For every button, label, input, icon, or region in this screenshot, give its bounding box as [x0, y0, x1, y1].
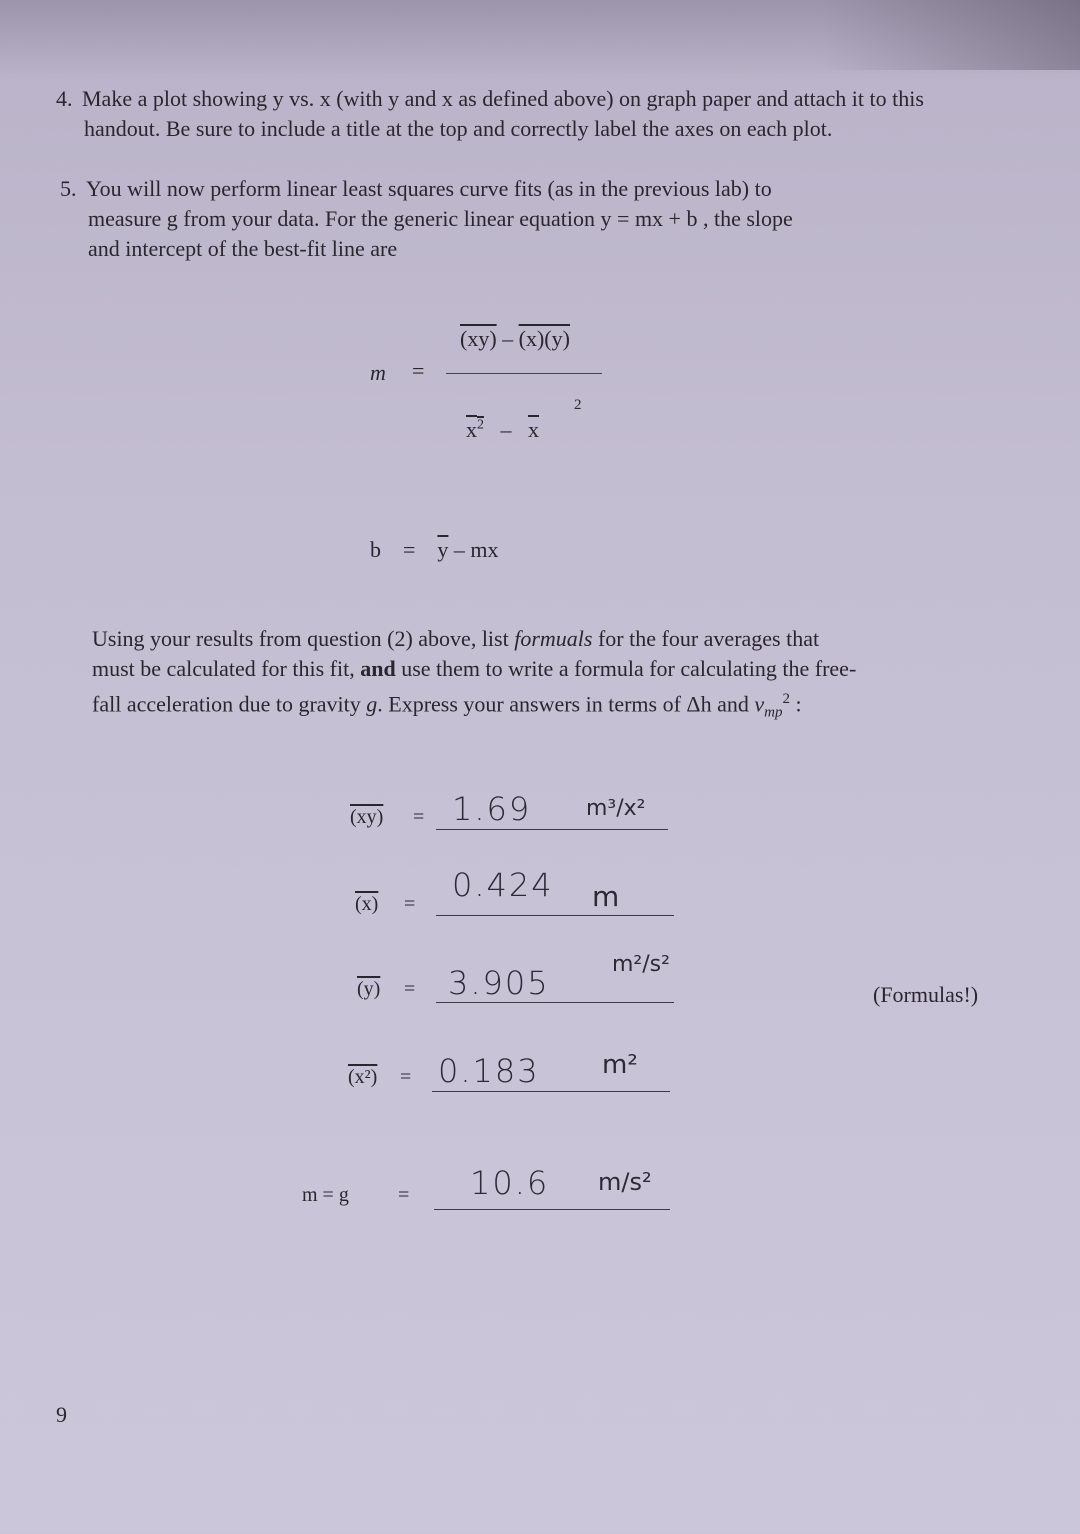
g-label: m = g	[302, 1184, 349, 1206]
page-number: 9	[56, 1402, 67, 1427]
avg-xy-blank	[436, 829, 668, 830]
g-equals: =	[398, 1184, 410, 1206]
avg-xy-term: (xy)	[460, 326, 497, 351]
intercept-formula	[370, 537, 499, 563]
question-4-line-2: handout. Be sure to include a title at the top and correctly label the axes on each plot.	[84, 116, 833, 141]
g-blank	[434, 1209, 670, 1210]
question-5-number: 5.	[60, 176, 77, 201]
instructions-line-3: fall acceleration due to gravity g. Express your answers in terms of Δh and $v_{mp}^2$ :	[92, 691, 802, 721]
avg-y-blank	[436, 1002, 674, 1003]
slope-equals: =	[412, 358, 425, 383]
question-5-line-2: measure g from your data. For the generic linear equation y = mx + b , the slope	[88, 206, 793, 231]
slope-symbol: m	[370, 360, 386, 385]
question-5-line-1: You will now perform linear least squares curve fits (as in the previous lab) to	[86, 176, 772, 201]
avg-xy-value: 1.69	[452, 790, 532, 828]
slope-numerator	[460, 326, 570, 352]
question-5-instructions	[92, 624, 972, 728]
question-4-line-1: Make a plot showing y vs. x (with y and x as defined above) on graph paper and attach it to this	[82, 86, 924, 111]
avg-xy-equals: =	[413, 806, 425, 828]
question-5	[60, 174, 988, 264]
avg-x-equals: =	[404, 893, 416, 915]
avg-x-term: $\overline{x}$	[528, 417, 539, 442]
intercept-rest: – mx	[448, 537, 499, 562]
slope-denominator	[466, 417, 539, 443]
instructions-line-2: must be calculated for this fit, and use them to write a formula for calculating the free-	[92, 656, 857, 681]
avg-x-squared-equals: =	[400, 1066, 412, 1088]
avg-x-squared-blank	[432, 1091, 670, 1092]
avg-x-value: 0.424	[452, 866, 554, 904]
avg-x-blank	[436, 915, 674, 916]
avg-x-squared-value: 0.183	[438, 1052, 540, 1090]
g-unit: m/s²	[598, 1168, 652, 1196]
g-value: 10.6	[470, 1164, 550, 1202]
avg-y-equals: =	[404, 978, 416, 1000]
denominator-minus: –	[500, 417, 512, 442]
question-5-line-3: and intercept of the best-fit line are	[88, 236, 398, 261]
avg-y: $\overline{y}$	[437, 537, 449, 562]
avg-x-avg-y-term: (x)(y)	[518, 326, 570, 351]
avg-x-squared-term: $x^2$	[466, 417, 484, 442]
intercept-symbol: b	[370, 537, 381, 562]
avg-x-squared-unit: m²	[602, 1050, 638, 1080]
avg-xy-label: (xy)	[350, 806, 384, 828]
intercept-equals: =	[403, 537, 416, 562]
avg-y-label: (y)	[357, 978, 381, 1000]
question-4	[56, 84, 1080, 144]
avg-xy-unit: m³/x²	[586, 796, 646, 821]
page-corner-shadow	[820, 0, 1080, 70]
formulas-note: (Formulas!)	[873, 982, 979, 1007]
numerator-minus: –	[502, 326, 514, 351]
avg-x-label: (x)	[355, 893, 379, 915]
avg-x-squared-exponent: 2	[574, 397, 582, 413]
avg-y-unit: m²/s²	[612, 952, 670, 977]
instructions-line-1: Using your results from question (2) above, list formuals for the four averages that	[92, 626, 820, 651]
question-4-number: 4.	[56, 86, 73, 111]
fraction-line	[446, 373, 602, 374]
avg-x-squared-label: (x²)	[348, 1066, 378, 1088]
avg-y-value: 3.905	[448, 964, 550, 1002]
avg-x-unit: m	[592, 880, 620, 913]
